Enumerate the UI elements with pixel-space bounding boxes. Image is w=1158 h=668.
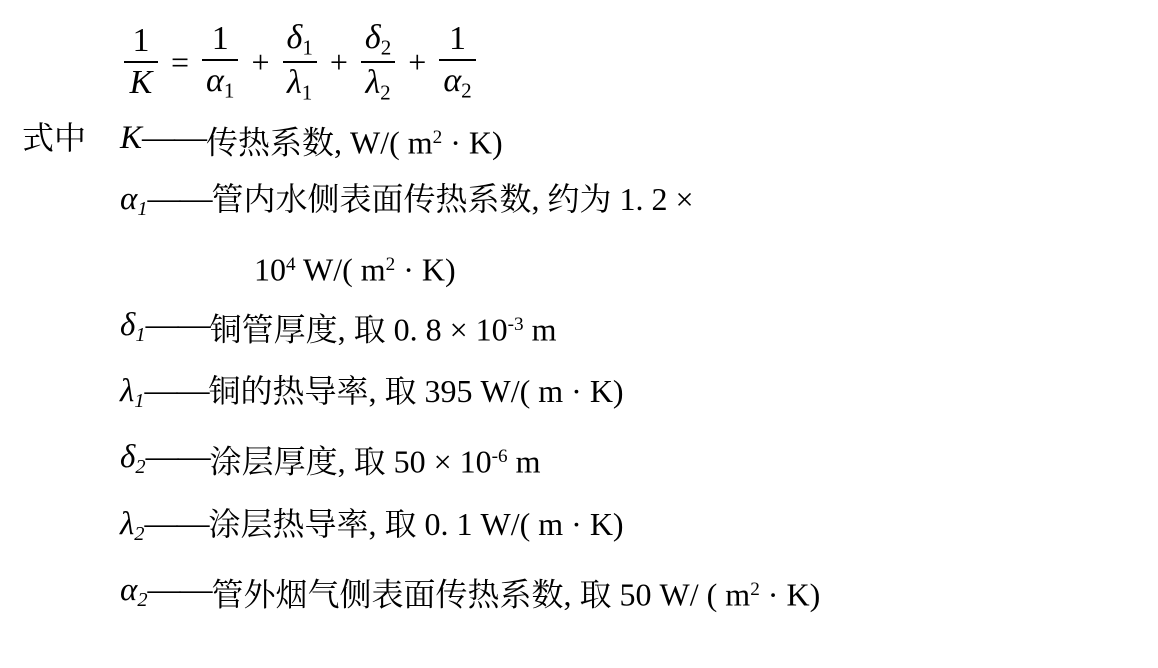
definition-row-lambda2 bbox=[8, 496, 1158, 562]
fraction-denominator bbox=[439, 62, 475, 103]
definition-dash: —— bbox=[147, 180, 212, 217]
definition-symbol bbox=[120, 297, 146, 363]
fraction-1-over-alpha1 bbox=[202, 20, 238, 103]
definition-row-alpha2 bbox=[8, 562, 1158, 628]
definition-text-main: 管外烟气侧表面传热系数, 取 50 W/ ( m bbox=[211, 576, 751, 613]
numerator-symbol: δ bbox=[364, 18, 381, 56]
fraction-bar bbox=[124, 61, 158, 63]
definition-text-tail: · K) bbox=[759, 576, 821, 613]
definition-row-K bbox=[8, 110, 1158, 171]
fraction-bar bbox=[202, 59, 238, 61]
fraction-numerator: 1 bbox=[132, 21, 150, 59]
definition-dash: —— bbox=[142, 120, 207, 156]
numerator-symbol: δ bbox=[286, 18, 303, 56]
denominator-subscript: 1 bbox=[223, 79, 235, 104]
definition-dash: —— bbox=[144, 373, 209, 410]
fraction-numerator bbox=[283, 19, 317, 60]
numerator-subscript: 1 bbox=[302, 35, 313, 60]
definition-symbol-subscript: 2 bbox=[137, 588, 148, 611]
definition-row-delta2 bbox=[8, 429, 1158, 495]
fraction-denominator bbox=[283, 64, 316, 105]
definition-text bbox=[212, 562, 1158, 623]
definition-dash: —— bbox=[145, 439, 210, 476]
definition-superscript: 2 bbox=[432, 127, 443, 148]
fraction-numerator: 1 bbox=[449, 20, 467, 58]
fraction-bar bbox=[283, 61, 317, 63]
definition-row-alpha1 bbox=[8, 171, 1158, 237]
fraction-bar bbox=[439, 59, 475, 61]
fraction-1-over-K bbox=[124, 22, 158, 102]
definition-symbol bbox=[120, 171, 148, 237]
definition-text bbox=[210, 429, 1158, 490]
definition-symbol-base: δ bbox=[120, 439, 136, 476]
continuation-unit-pre: W/( m bbox=[295, 251, 386, 288]
definition-text-main: 铜管厚度, 取 0. 8 × 10 bbox=[209, 311, 508, 348]
definition-row-lambda1 bbox=[8, 363, 1158, 429]
equals-sign: = bbox=[171, 43, 190, 80]
fraction-delta1-over-lambda1 bbox=[283, 19, 317, 106]
definition-text bbox=[210, 297, 1158, 358]
denominator-symbol: λ bbox=[365, 64, 381, 101]
denominator-symbol: α bbox=[443, 62, 462, 100]
numerator-subscript: 2 bbox=[380, 35, 392, 60]
fraction-numerator bbox=[361, 19, 395, 60]
fraction-bar bbox=[361, 61, 395, 63]
definition-text: 涂层热导率, 取 0. 1 W/( m · K) bbox=[208, 505, 624, 542]
symbol-definition-list bbox=[0, 110, 1158, 628]
definition-symbol-subscript: 1 bbox=[137, 197, 148, 220]
plus-sign: + bbox=[329, 43, 348, 80]
definition-dash: —— bbox=[145, 307, 210, 344]
where-label: 式中 bbox=[22, 120, 87, 156]
definition-dash: —— bbox=[147, 571, 212, 608]
denominator-symbol: α bbox=[206, 62, 224, 100]
definition-row-delta1 bbox=[8, 297, 1158, 363]
definition-symbol: K bbox=[120, 120, 143, 156]
definition-continuation-alpha1 bbox=[8, 237, 1158, 298]
definition-symbol-subscript: 1 bbox=[135, 324, 146, 347]
definition-text: 管内水侧表面传热系数, 约为 1. 2 × bbox=[211, 180, 694, 217]
fraction-denominator bbox=[361, 64, 394, 105]
continuation-unit-superscript: 2 bbox=[385, 253, 396, 275]
fraction-1-over-alpha2 bbox=[439, 20, 475, 103]
definition-text: 铜的热导率, 取 395 W/( m · K) bbox=[208, 373, 624, 410]
definition-text bbox=[206, 110, 1158, 171]
definition-symbol-base: α bbox=[120, 180, 138, 217]
definition-text-tail: m bbox=[523, 311, 557, 348]
definition-symbol-subscript: 1 bbox=[134, 390, 145, 413]
definition-text-tail: · K) bbox=[442, 124, 503, 161]
definition-symbol-subscript: 2 bbox=[135, 456, 146, 479]
definition-superscript: -3 bbox=[507, 314, 524, 336]
definition-symbol bbox=[120, 496, 145, 562]
plus-sign: + bbox=[408, 43, 427, 80]
definition-superscript: 2 bbox=[750, 578, 760, 600]
definition-text-main: 涂层厚度, 取 50 × 10 bbox=[209, 444, 492, 481]
definition-text-tail: m bbox=[507, 444, 541, 481]
definition-text-main: 传热系数, W/( m bbox=[206, 124, 433, 161]
definition-symbol-base: δ bbox=[120, 307, 136, 344]
continuation-exponent: 4 bbox=[286, 253, 296, 275]
equation-heat-transfer-coefficient bbox=[0, 0, 1158, 110]
plus-sign: + bbox=[251, 43, 270, 80]
definition-symbol-base: λ bbox=[120, 505, 135, 542]
denominator-symbol: λ bbox=[287, 64, 302, 101]
fraction-denominator: K bbox=[129, 64, 153, 101]
denominator-subscript: 2 bbox=[461, 79, 472, 104]
definition-symbol-base: α bbox=[120, 571, 138, 608]
fraction-delta2-over-lambda2 bbox=[361, 19, 395, 106]
denominator-subscript: 2 bbox=[380, 80, 391, 105]
fraction-denominator bbox=[202, 62, 238, 103]
definition-symbol-subscript: 2 bbox=[134, 522, 145, 545]
definition-dash: —— bbox=[144, 505, 209, 542]
definition-symbol bbox=[120, 429, 146, 495]
fraction-numerator: 1 bbox=[211, 20, 229, 58]
continuation-base: 10 bbox=[254, 251, 286, 288]
definition-symbol bbox=[120, 363, 145, 429]
continuation-unit-post: · K) bbox=[395, 251, 456, 288]
definition-symbol bbox=[120, 562, 148, 628]
definition-superscript: -6 bbox=[491, 446, 508, 468]
denominator-subscript: 1 bbox=[301, 80, 313, 105]
continuation-text bbox=[254, 237, 1158, 298]
definition-symbol-base: λ bbox=[120, 373, 135, 410]
